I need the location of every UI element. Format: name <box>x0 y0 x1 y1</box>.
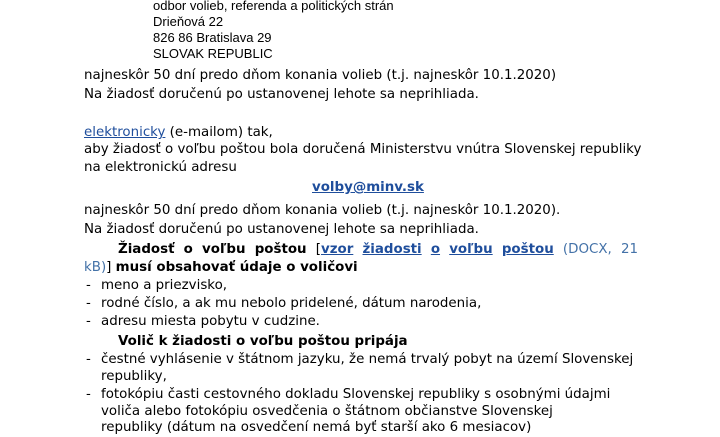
template-link-word[interactable]: o <box>430 242 441 257</box>
list-item-text: rodné číslo, a ak mu nebolo pridelené, dátum narodenia, <box>101 296 482 311</box>
address-country: SLOVAK REPUBLIC <box>153 46 273 61</box>
postal-late-note: Na žiadosť doručenú po ustanovenej lehote sa neprihliada. <box>84 87 479 102</box>
list-item-continuation: republiky (dátum na osvedčení nemá byť starší ako 6 mesiacov) <box>101 420 532 435</box>
bullet-dash: - <box>86 352 91 367</box>
list-item-continuation: voliča alebo fotokópiu osvedčenia o štátnom občianstve Slovenskej <box>101 404 553 419</box>
electronic-deadline: najneskôr 50 dní predo dňom konania volieb (t.j. najneskôr 10.1.2020). <box>84 203 561 218</box>
address-postal: 826 86 Bratislava 29 <box>153 30 272 45</box>
electronic-intro-rest: (e-mailom) tak, <box>165 125 273 140</box>
template-link-word[interactable]: voľbu <box>449 242 493 257</box>
electronic-intro <box>84 124 273 142</box>
must-contain-text: musí obsahovať údaje o voličovi <box>115 260 358 275</box>
file-info-type: (DOCX, <box>562 242 612 257</box>
address-department: odbor volieb, referenda a politických strán <box>153 0 394 13</box>
bullet-dash: - <box>86 387 91 402</box>
electronic-link[interactable]: elektronicky <box>84 125 166 140</box>
request-heading-word: voľbu <box>202 242 246 257</box>
bullet-dash: - <box>86 314 91 329</box>
request-heading-word: o <box>183 242 193 257</box>
list-item-text: adresu miesta pobytu v cudzine. <box>101 314 320 329</box>
file-info-kb: kB) <box>84 260 107 275</box>
postal-deadline: najneskôr 50 dní predo dňom konania volieb (t.j. najneskôr 10.1.2020) <box>84 68 557 83</box>
template-link-word[interactable]: vzor <box>320 242 354 257</box>
electronic-late-note: Na žiadosť doručenú po ustanovenej lehote sa neprihliada. <box>84 222 479 237</box>
list-item-text: meno a priezvisko, <box>101 278 228 293</box>
file-info-size: 21 <box>620 242 638 257</box>
address-street: Drieňová 22 <box>153 14 224 29</box>
request-must-contain-line <box>84 259 358 277</box>
bullet-dash: - <box>86 296 91 311</box>
list-item-text: fotokópiu časti cestovného dokladu Slovenskej republiky s osobnými údajmi <box>101 387 611 402</box>
bullet-dash: - <box>86 278 91 293</box>
request-heading-word: poštou <box>254 242 307 257</box>
bracket-open: [vzor <box>315 242 354 257</box>
list-item-continuation: republiky, <box>101 369 167 384</box>
template-link-word[interactable]: poštou <box>501 242 554 257</box>
email-link[interactable]: volby@minv.sk <box>312 180 424 195</box>
bracket-close: ] <box>106 260 112 275</box>
request-heading-word: Žiadosť <box>118 242 175 257</box>
electronic-purpose-line1: aby žiadosť o voľbu poštou bola doručená Ministerstvu vnútra Slovenskej republiky <box>84 142 642 157</box>
attach-heading: Volič k žiadosti o voľbu poštou pripája <box>118 334 408 349</box>
request-heading-line <box>118 241 638 259</box>
list-item-text: čestné vyhlásenie v štátnom jazyku, že nemá trvalý pobyt na území Slovenskej <box>101 352 634 367</box>
electronic-purpose-line2: na elektronickú adresu <box>84 160 237 175</box>
template-link-word[interactable]: žiadosti <box>362 242 422 257</box>
